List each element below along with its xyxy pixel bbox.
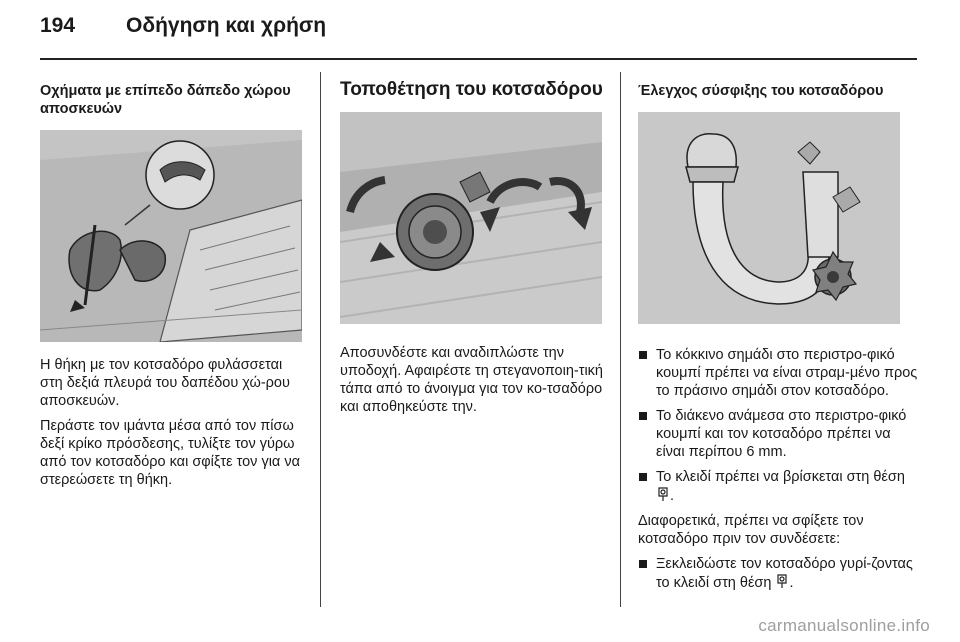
left-column xyxy=(40,72,308,496)
list-item xyxy=(638,468,920,505)
key-position-icon xyxy=(656,486,670,502)
watermark: carmanualsonline.info xyxy=(758,616,930,635)
page-number: 194 xyxy=(40,14,76,37)
list-item xyxy=(638,407,920,461)
trunk-storage-illustration xyxy=(40,130,302,342)
check-list xyxy=(638,346,920,505)
bullet-icon xyxy=(639,351,647,359)
middle-paragraph: Αποσυνδέστε και αναδιπλώστε την υποδοχή. Αφαιρέστε τη στεγανοποιη-τική τάπα από το άνοιγμα για τον κο-τσαδόρο και αποθηκεύστε την. xyxy=(340,345,603,415)
tow-socket-illustration xyxy=(340,112,602,324)
left-paragraph-2: Περάστε τον ιμάντα μέσα από τον πίσω δεξί κρίκο πρόσδεσης, τυλίξτε τον γύρω από τον κοτσαδόρο και σφίξτε τον για να στερεώσετε τη θήκη. xyxy=(40,418,300,488)
bullet-text-1: Το κόκκινο σημάδι στο περιστρο-φικό κουμπί πρέπει να είναι στραμ-μένο προς το πράσινο σημάδι στον κοτσαδόρο. xyxy=(656,347,918,399)
tow-bar-illustration xyxy=(638,112,900,324)
punctuation: . xyxy=(789,575,794,591)
column-divider-1 xyxy=(320,72,321,607)
bullet-text-3: Το κλειδί πρέπει να βρίσκεται στη θέση xyxy=(656,469,905,485)
middle-column xyxy=(340,72,606,423)
bullet-icon xyxy=(639,473,647,481)
column-divider-2 xyxy=(620,72,621,607)
page-header xyxy=(40,14,327,38)
punctuation: . xyxy=(670,488,675,504)
list-item xyxy=(638,346,920,400)
right-column xyxy=(638,72,920,599)
bullet-text-4: Ξεκλειδώστε τον κοτσαδόρο γυρί-ζοντας το κλειδί στη θέση xyxy=(656,556,913,591)
middle-heading: Τοποθέτηση του κοτσαδόρου xyxy=(340,79,603,100)
action-list xyxy=(638,555,920,592)
left-subheading: Οχήματα με επίπεδο δάπεδο χώρου αποσκευών xyxy=(40,83,291,117)
page-title: Οδήγηση και χρήση xyxy=(126,14,327,37)
key-position-icon xyxy=(775,573,789,589)
list-item xyxy=(638,555,920,592)
right-paragraph: Διαφορετικά, πρέπει να σφίξετε τον κοτσαδόρο πριν τον συνδέσετε: xyxy=(638,513,864,547)
bullet-icon xyxy=(639,412,647,420)
right-subheading: Έλεγχος σύσφιξης του κοτσαδόρου xyxy=(638,83,884,99)
bullet-text-2: Το διάκενο ανάμεσα στο περιστρο-φικό κουμπί και τον κοτσαδόρο πρέπει να είναι περίπου 6 mm. xyxy=(656,408,907,460)
bullet-icon xyxy=(639,560,647,568)
header-rule xyxy=(40,58,917,60)
left-paragraph-1: Η θήκη με τον κοτσαδόρο φυλάσσεται στη δεξιά πλευρά του δαπέδου χώ-ρου αποσκευών. xyxy=(40,357,290,409)
